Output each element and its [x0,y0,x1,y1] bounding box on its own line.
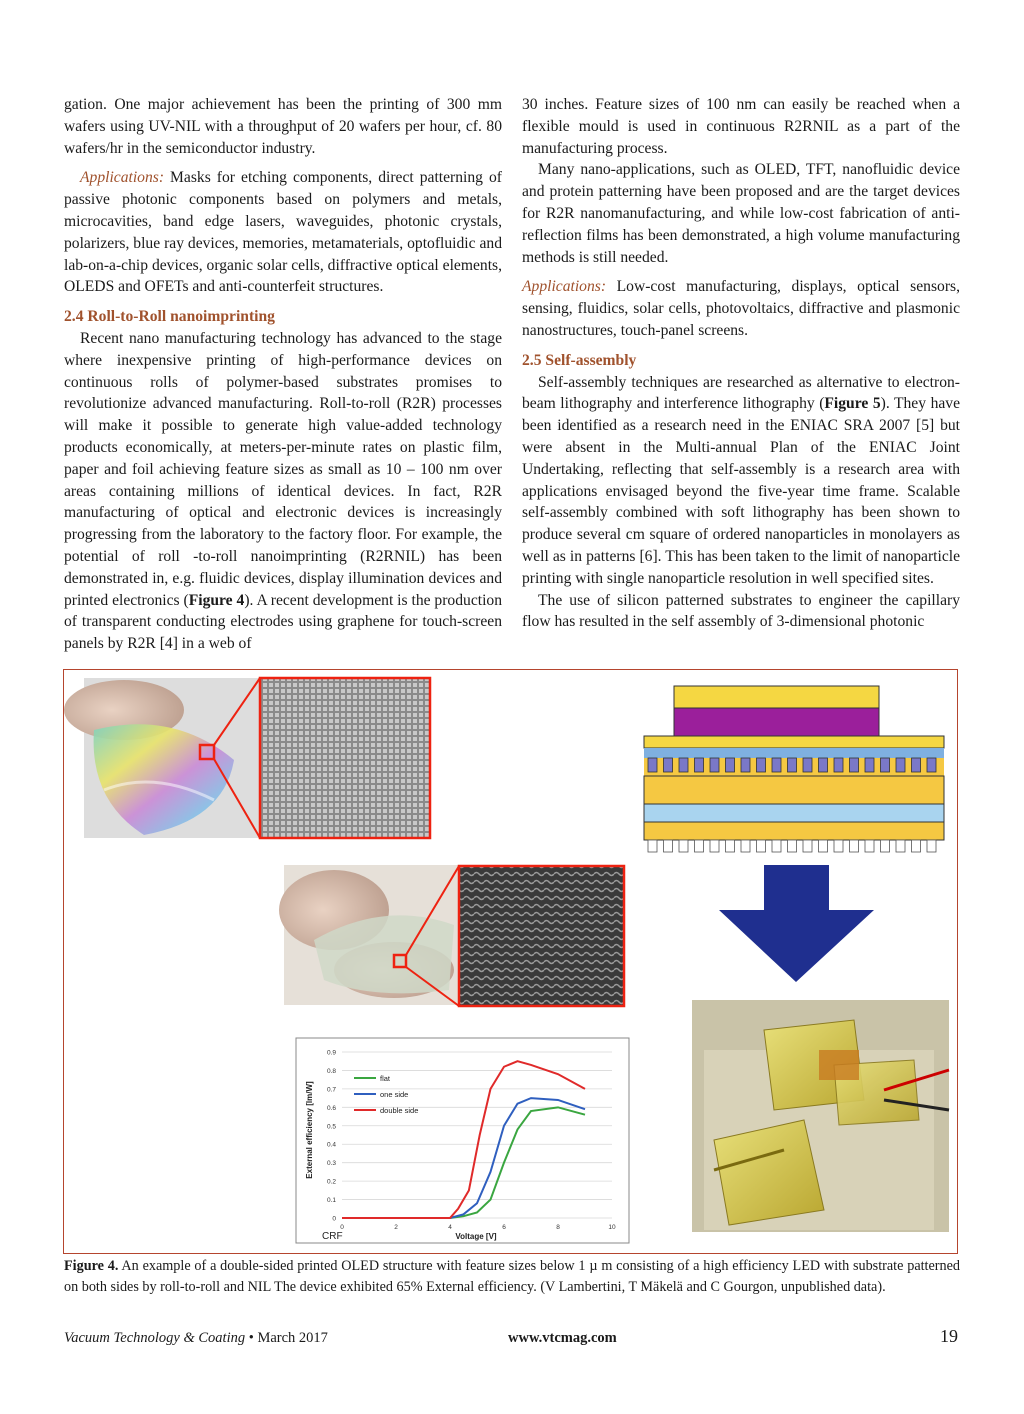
caption-label: Figure 4. [64,1258,119,1274]
grating-tooth [741,758,750,772]
photo-hand-film [279,865,459,1005]
y-tick-label: 0.7 [326,1086,336,1094]
y-tick-label: 0.1 [326,1197,336,1205]
caption-text: An example of a double-sided printed OLED structure with feature sizes below 1 µ m consisting of a high efficiency LED with substrate patterned on both sides by roll-to-roll and NIL The device exhibited 65% External efficiency. (V Lambertini, T Mäkelä and C Gourgon, unpublished data). [64,1258,961,1295]
grating-tooth [695,840,704,852]
micrograph-square-grid [260,678,430,838]
legend-one-side: one side [380,1090,409,1099]
grating-tooth [865,840,874,852]
legend-flat: flat [380,1074,391,1083]
photo-oled-device [692,1000,949,1232]
applications-label: Applications: [80,169,165,187]
paragraph-text: ). They have been identified as a research need in the ENIAC SRA 2007 [5] but were absent in the Multi-annual Plan of the ENIAC Joint Undertaking, reflecting that self-assembly is a research area with applications envisaged beyond the five-year time frame. Scalable self-assembly combined with soft lithography has been shown to produce several cm square of ordered nanoparticles in monolayers as well as in patterns [6]. This has been taken to the limit of nanoparticle printing with single nanoparticle resolution in well specified sites. [522,395,961,587]
footer-separator: • [245,1330,258,1346]
y-tick-label: 0.9 [326,1049,336,1057]
footer-url[interactable]: www.vtcmag.com [508,1330,617,1346]
footer-journal [64,1330,328,1347]
paragraph [64,328,502,655]
grating-tooth [648,840,657,852]
y-tick-label: 0.5 [326,1123,336,1131]
x-tick-label: 10 [608,1224,616,1231]
grating-tooth [819,840,828,852]
applications-label: Applications: [522,278,607,296]
grating-tooth [803,840,812,852]
figure-caption [64,1256,960,1297]
grating-tooth [710,758,719,772]
grating-tooth [819,758,828,772]
y-tick-label: 0.3 [326,1160,336,1168]
paragraph [522,372,960,590]
grating-tooth [834,758,843,772]
grating-tooth [741,840,750,852]
grating-tooth [927,758,936,772]
grating-tooth [679,840,688,852]
grating-tooth [850,758,859,772]
oled-layer-diagram [644,686,944,852]
grating-tooth [788,840,797,852]
figure-4 [63,669,958,1254]
y-tick-label: 0 [332,1215,336,1223]
grating-tooth [881,758,890,772]
paragraph: Many nano-applications, such as OLED, TFT, nanofluidic device and protein patterning have been proposed and are the target devices for R2R nanomanufacturing, and while low-cost fabrication of anti-reflection films has been demonstrated, a high volume manufacturing methods is still needed. [522,161,960,266]
paragraph: The use of silicon patterned substrates to engineer the capillary flow has resulted in the self assembly of 3-dimensional photonic [522,591,960,631]
paragraph: 30 inches. Feature sizes of 100 nm can easily be reached when a flexible mould is used in continuous R2RNIL as a part of the manufacturing process. [522,96,960,157]
section-heading: 2.4 Roll-to-Roll nanoimprinting [64,308,275,326]
grating-tooth [927,840,936,852]
grating-tooth [834,840,843,852]
paragraph-text: Recent nano manufacturing technology has advanced to the stage where inexpensive printing of high-performance devices on continuous rolls of polymer-based substrates promises to revolutionize advanced manufacturing. Roll-to-roll (R2R) processes will make it possible to generate high value-added technology products economically, at meters-per-minute rates on plastic film, paper and foil achieving feature sizes as small as 10 – 100 nm over areas containing millions of identical devices. In fact, R2R manufacturing of optical and electronic devices is increasingly progressing from the laboratory to the factory floor. For example, the potential of roll -to-roll nanoimprinting (R2RNIL) has been demonstrated in, e.g. fluidic devices, display illumination devices and printed electronics ( [64,329,502,609]
x-tick-label: 4 [448,1224,452,1231]
issue-date: March 2017 [257,1330,328,1346]
grating-tooth [664,840,673,852]
paragraph: gation. One major achievement has been the printing of 300 mm wafers using UV-NIL with a throughput of 20 wafers per hour, cf. 80 wafers/hr in the semiconductor industry. [64,96,502,157]
figure-reference: Figure 5 [824,395,881,413]
y-tick-label: 0.4 [326,1141,336,1149]
grating-tooth [896,758,905,772]
section-heading: 2.5 Self-assembly [522,351,637,369]
process-arrow-icon [719,865,874,982]
left-column [64,94,502,655]
applications-text: Masks for etching components, direct patterning of passive photonic components based on polymers and metals, microcavities, band edge lasers, waveguides, photonic crystals, polarizers, blue ray devices, memories, metamaterials, optofluidic and lab-on-a-chip devices, organic solar cells, diffractive optical elements, OLEDS and OFETs and anti-counterfeit structures. [64,169,502,296]
grating-tooth [896,840,905,852]
applications-paragraph [522,276,960,341]
grating-tooth [912,840,921,852]
grating-tooth [881,840,890,852]
micrograph-wave-pattern [459,866,624,1006]
chart-corner-label: CRF [322,1231,343,1242]
grating-tooth [757,840,766,852]
x-tick-label: 6 [502,1224,506,1231]
y-tick-label: 0.2 [326,1178,336,1186]
y-tick-label: 0.6 [326,1104,336,1112]
chart-y-label: External efficiency [lm/W] [305,1081,314,1179]
grating-tooth [772,840,781,852]
right-column [522,94,960,633]
journal-name: Vacuum Technology & Coating [64,1330,246,1346]
figure-reference: Figure 4 [188,591,245,609]
applications-text: Low-cost manufacturing, displays, optical sensors, sensing, fluidics, solar cells, photovoltaics, diffractive and plasmonic nanostructures, touch-panel screens. [522,278,960,339]
grating-tooth [788,758,797,772]
grating-tooth [648,758,657,772]
legend-double-side: double side [380,1106,419,1115]
x-tick-label: 8 [556,1224,560,1231]
grating-tooth [803,758,812,772]
grating-tooth [772,758,781,772]
grating-tooth [865,758,874,772]
grating-tooth [726,758,735,772]
x-tick-label: 0 [340,1224,344,1231]
photo-flexible-film [64,678,259,838]
grating-tooth [726,840,735,852]
grating-tooth [850,840,859,852]
grating-tooth [679,758,688,772]
grating-tooth [695,758,704,772]
page-number: 19 [940,1326,958,1346]
grating-tooth [710,840,719,852]
paragraph-text: ). A recent development is the production of transparent conducting electrodes using graphene for touch-screen panels by R2R [4] in a web of [64,591,502,653]
chart-x-label: Voltage [V] [455,1232,497,1241]
applications-paragraph [64,167,502,298]
grating-tooth [664,758,673,772]
grating-tooth [757,758,766,772]
y-tick-label: 0.8 [326,1067,336,1075]
efficiency-chart [296,1038,629,1243]
x-tick-label: 2 [394,1224,398,1231]
grating-tooth [912,758,921,772]
figure-graphic [64,670,957,1253]
paragraph-text: Self-assembly techniques are researched as alternative to electron-beam lithography and interference lithography ( [522,373,960,413]
